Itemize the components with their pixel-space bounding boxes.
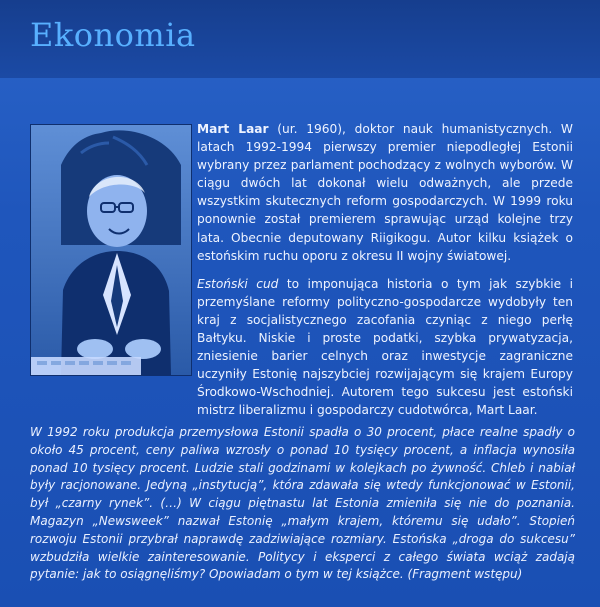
- book-description: [197, 275, 573, 420]
- author-name: Mart Laar: [197, 122, 269, 136]
- author-bio: [197, 120, 573, 420]
- book-description-text: to imponująca historia o tym jak szybkie i przemyślane reformy polityczno-gospodarcze wydobyły ten kraj z socjalistycznego zacofania czyniąc z niego perłę Bałtyku. Niskie i proste podatki, szybka prywatyzacja, zniesienie barier celnych oraz inwestycje zagraniczne uczyniły Estonię najszybciej rozwijającym się krajem Europy Środkowo-Wschodniej. Autorem tego sukcesu jest estoński mistrz liberalizmu i gospodarczy cudotwórca, Mart Laar.: [197, 276, 573, 418]
- author-photo: [30, 124, 192, 376]
- author-bio-paragraph: [197, 120, 573, 265]
- author-portrait-illustration: [31, 125, 191, 375]
- book-title: Estoński cud: [197, 276, 279, 291]
- series-title: Ekonomia: [30, 16, 196, 54]
- book-excerpt: W 1992 roku produkcja przemysłowa Estonii spadła o 30 procent, płace realne spadły o około 45 procent, ceny paliwa wzrosły o ponad 10 tysięcy procent, a inflacja wynosiła ponad 10 tysięcy procent. Ludzie stali godzinami w kolejkach po żywność. Chleb i nabiał były racjonowane. Jedyną „instytucją”, która zdawała się wtedy funkcjonować w Estonii, był „czarny rynek”. (…) W ciągu piętnastu lat Estonia zmieniła się nie do poznania. Magazyn „Newsweek” nazwał Estonię „małym krajem, któremu się udało”. Stopień rozwoju Estonii przybrał naprawdę zadziwiające rozmiary. Estońska „droga do sukcesu” wzbudziła wielkie zainteresowanie. Politycy i eksperci z całego świata wciąż zadają pytanie: jak to osiągnęliśmy? Opowiadam o tym w tej książce. (Fragment wstępu): [30, 425, 575, 582]
- author-bio-text: (ur. 1960), doktor nauk humanistycznych. W latach 1992-1994 pierwszy premier niepodległej Estonii wybrany przez parlament pochodzący z wolnych wyborów. W ciągu dwóch lat dokonał wielu odważnych, ale przede wszystkim skutecznych reform gospodarczych. W 1999 roku ponownie został premierem sprawując urząd kolejne trzy lata. Obecnie deputowany Riigikogu. Autor kilku książek o estońskim ruchu oporu z okresu II wojny światowej.: [197, 122, 573, 263]
